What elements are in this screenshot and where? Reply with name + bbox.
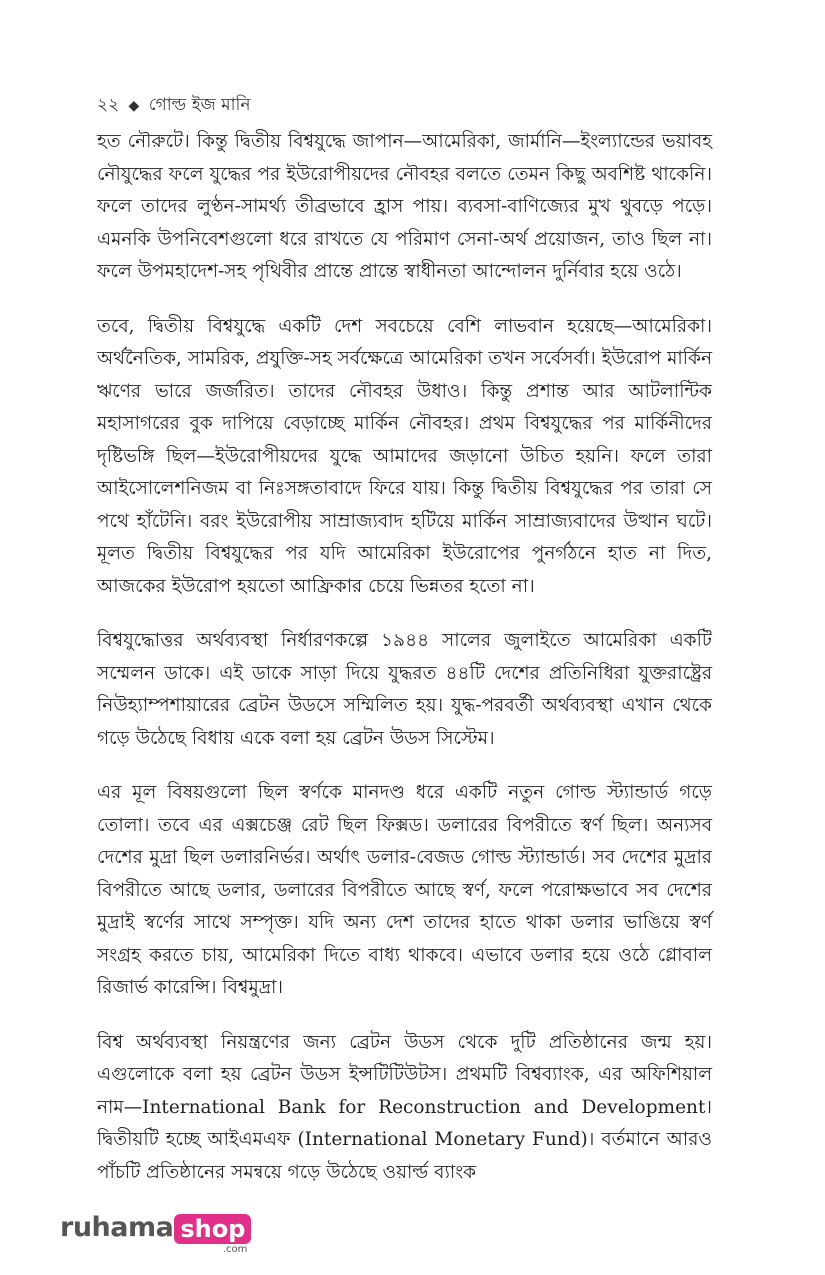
book-title: গোল্ড ইজ মানি (148, 95, 251, 115)
ruhamashop-logo (60, 1212, 251, 1255)
diamond-separator-icon: ◆ (128, 98, 140, 114)
logo-text-shop: shop (174, 1214, 251, 1244)
paragraph-3: বিশ্বযুদ্ধোত্তর অর্থব্যবস্থা নির্ধারণকল্পে ১৯৪৪ সালের জুলাইতে আমেরিকা একটি সম্মেলন ডাকে। এই ডাকে সাড়া দিয়ে যুদ্ধরত ৪৪টি দেশের প্রতিনিধিরা যুক্তরাষ্ট্রের নিউহ্যাম্পশায়ারের ব্রেটন উডসে সম্মিলিত হয়। যুদ্ধ-পরবর্তী অর্থব্যবস্থা এখান থেকে গড়ে উঠেছে বিধায় একে বলা হয় ব্রেটন উডস সিস্টেম। (97, 630, 712, 749)
paragraph-4: এর মূল বিষয়গুলো ছিল স্বর্ণকে মানদণ্ড ধরে একটি নতুন গোল্ড স্ট্যান্ডার্ড গড়ে তোলা। তবে এর এক্সচেঞ্জ রেট ছিল ফিক্সড। ডলারের বিপরীতে স্বর্ণ ছিল। অন্যসব দেশের মুদ্রা ছিল ডলারনির্ভর। অর্থাৎ ডলার-বেজড গোল্ড স্ট্যান্ডার্ড। সব দেশের মুদ্রার বিপরীতে আছে ডলার, ডলারের বিপরীতে আছে স্বর্ণ, ফলে পরোক্ষভাবে সব দেশের মুদ্রাই স্বর্ণের সাথে সম্পৃক্ত। যদি অন্য দেশ তাদের হাতে থাকা ডলার ভাঙিয়ে স্বর্ণ সংগ্রহ করতে চায়, আমেরিকা দিতে বাধ্য থাকবে। এভাবে ডলার হয়ে ওঠে গ্লোবাল রিজার্ভ কারেন্সি। বিশ্বমুদ্রা। (97, 782, 712, 998)
logo-text-ruhama: ruhama (60, 1212, 174, 1243)
page-number: ২২ (97, 95, 120, 115)
paragraph-5: বিশ্ব অর্থব্যবস্থা নিয়ন্ত্রণের জন্য ব্রেটন উডস থেকে দুটি প্রতিষ্ঠানের জন্ম হয়। এগুলোকে বলা হয় ব্রেটন উডস ইন্সটিটিউটস। প্রথমটি বিশ্বব্যাংক, এর অফিশিয়াল নাম—International Bank for Reconstruction and Development। দ্বিতীয়টি হচ্ছে আইএমএফ (International Monetary Fund)। বর্তমানে আরও পাঁচটি প্রতিষ্ঠানের সমন্বয়ে গড়ে উঠেছে ওয়ার্ল্ড ব্যাংক (97, 1031, 712, 1183)
page-body (97, 126, 712, 1211)
running-header (97, 92, 251, 120)
paragraph-1: হত নৌরুটে। কিন্তু দ্বিতীয় বিশ্বযুদ্ধে জাপান—আমেরিকা, জার্মানি—ইংল্যান্ডের ভয়াবহ নৌযুদ্ধের ফলে যুদ্ধের পর ইউরোপীয়দের নৌবহর বলতে তেমন কিছু অবশিষ্ট থাকেনি। ফলে তাদের লুণ্ঠন-সামর্থ্য তীব্রভাবে হ্রাস পায়। ব্যবসা-বাণিজ্যের মুখ থুবড়ে পড়ে। এমনকি উপনিবেশগুলো ধরে রাখতে যে পরিমাণ সেনা-অর্থ প্রয়োজন, তাও ছিল না। ফলে উপমহাদেশ-সহ পৃথিবীর প্রান্তে প্রান্তে স্বাধীনতা আন্দোলন দুর্নিবার হয়ে ওঠে। (97, 131, 712, 282)
logo-text-domain: .com (222, 1244, 248, 1255)
paragraph-2: তবে, দ্বিতীয় বিশ্বযুদ্ধে একটি দেশ সবচেয়ে বেশি লাভবান হয়েছে—আমেরিকা। অর্থনৈতিক, সামরিক, প্রযুক্তি-সহ সর্বক্ষেত্রে আমেরিকা তখন সর্বেসর্বা। ইউরোপ মার্কিন ঋণের ভারে জর্জরিত। তাদের নৌবহর উধাও। কিন্তু প্রশান্ত আর আটলান্টিক মহাসাগরের বুক দাপিয়ে বেড়াচ্ছে মার্কিন নৌবহর। প্রথম বিশ্বযুদ্ধের পর মার্কিনীদের দৃষ্টিভঙ্গি ছিল—ইউরোপীয়দের যুদ্ধে আমাদের জড়ানো উচিত হয়নি। ফলে তারা আইসোলেশনিজম বা নিঃসঙ্গতাবাদে ফিরে যায়। কিন্তু দ্বিতীয় বিশ্বযুদ্ধের পর তারা সে পথে হাঁটেনি। বরং ইউরোপীয় সাম্রাজ্যবাদ হটিয়ে মার্কিন সাম্রাজ্যবাদের উত্থান ঘটে। মূলত দ্বিতীয় বিশ্বযুদ্ধের পর যদি আমেরিকা ইউরোপের পুনর্গঠনে হাত না দিত, আজকের ইউরোপ হয়তো আফ্রিকার চেয়ে ভিন্নতর হতো না। (97, 315, 712, 597)
logo-shop-badge (174, 1214, 251, 1255)
